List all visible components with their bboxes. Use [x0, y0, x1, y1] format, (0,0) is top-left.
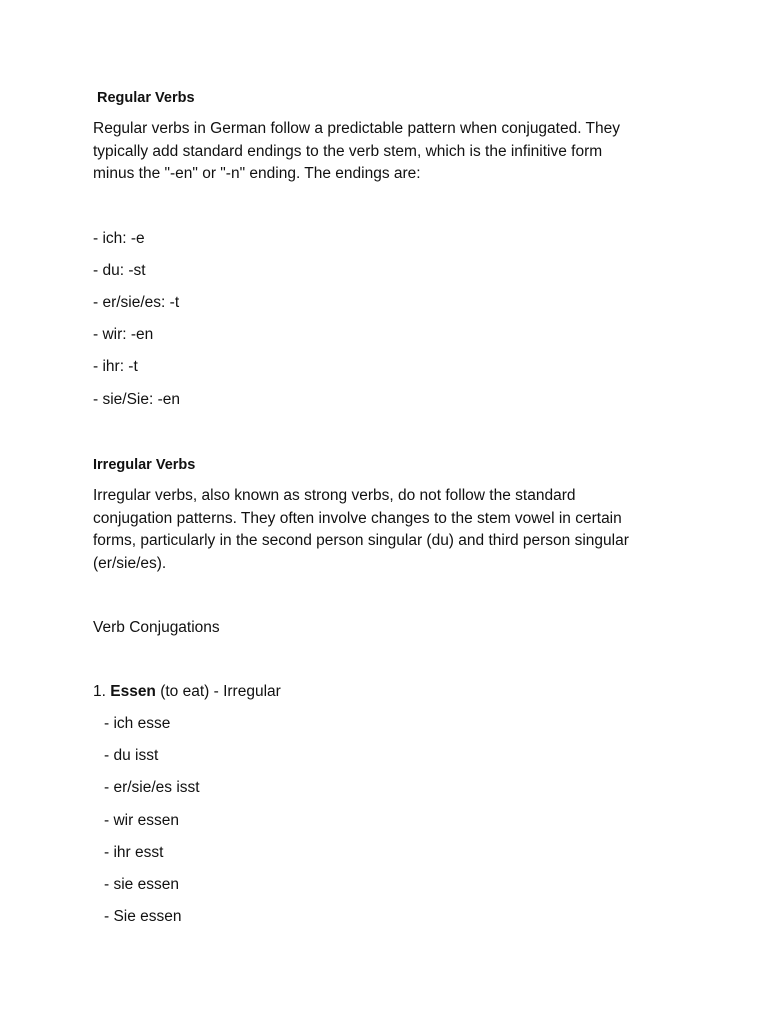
- ending-item: - ich: -e: [93, 230, 145, 247]
- conjugation-form: - sie essen: [104, 876, 179, 893]
- conjugation-item-title: [93, 681, 281, 704]
- conjugation-form: - wir essen: [104, 812, 179, 829]
- conjugation-form: - du isst: [104, 747, 159, 764]
- paragraph-line: typically add standard endings to the verb stem, which is the infinitive form: [93, 142, 603, 160]
- irregular-verbs-paragraph: [93, 485, 693, 575]
- verb-name: Essen: [110, 683, 156, 700]
- paragraph-line: conjugation patterns. They often involve changes to the stem vowel in certain: [93, 509, 622, 527]
- verb-description: (to eat) - Irregular: [155, 683, 281, 700]
- conjugation-form: - ihr esst: [104, 844, 164, 861]
- ending-item: - er/sie/es: -t: [93, 294, 180, 311]
- conjugation-form: - ich esse: [104, 715, 171, 732]
- item-number: 1.: [93, 683, 111, 700]
- regular-verbs-heading: Regular Verbs: [97, 90, 195, 106]
- paragraph-line: Irregular verbs, also known as strong verbs, do not follow the standard: [93, 487, 576, 504]
- verb-conjugations-heading: Verb Conjugations: [93, 619, 220, 636]
- paragraph-line: forms, particularly in the second person singular (du) and third person singular: [93, 532, 629, 549]
- paragraph-line: minus the "-en" or "-n" ending. The endings are:: [93, 165, 421, 182]
- conjugation-form: - Sie essen: [104, 908, 182, 925]
- regular-verbs-paragraph: [93, 118, 693, 186]
- paragraph-line: (er/sie/es).: [93, 554, 167, 572]
- ending-item: - du: -st: [93, 262, 146, 279]
- ending-item: - ihr: -t: [93, 358, 138, 375]
- paragraph-line: Regular verbs in German follow a predictable pattern when conjugated. They: [93, 120, 621, 137]
- ending-item: - sie/Sie: -en: [93, 391, 181, 408]
- irregular-verbs-heading: Irregular Verbs: [93, 457, 196, 473]
- ending-item: - wir: -en: [93, 326, 154, 343]
- conjugation-form: - er/sie/es isst: [104, 779, 200, 796]
